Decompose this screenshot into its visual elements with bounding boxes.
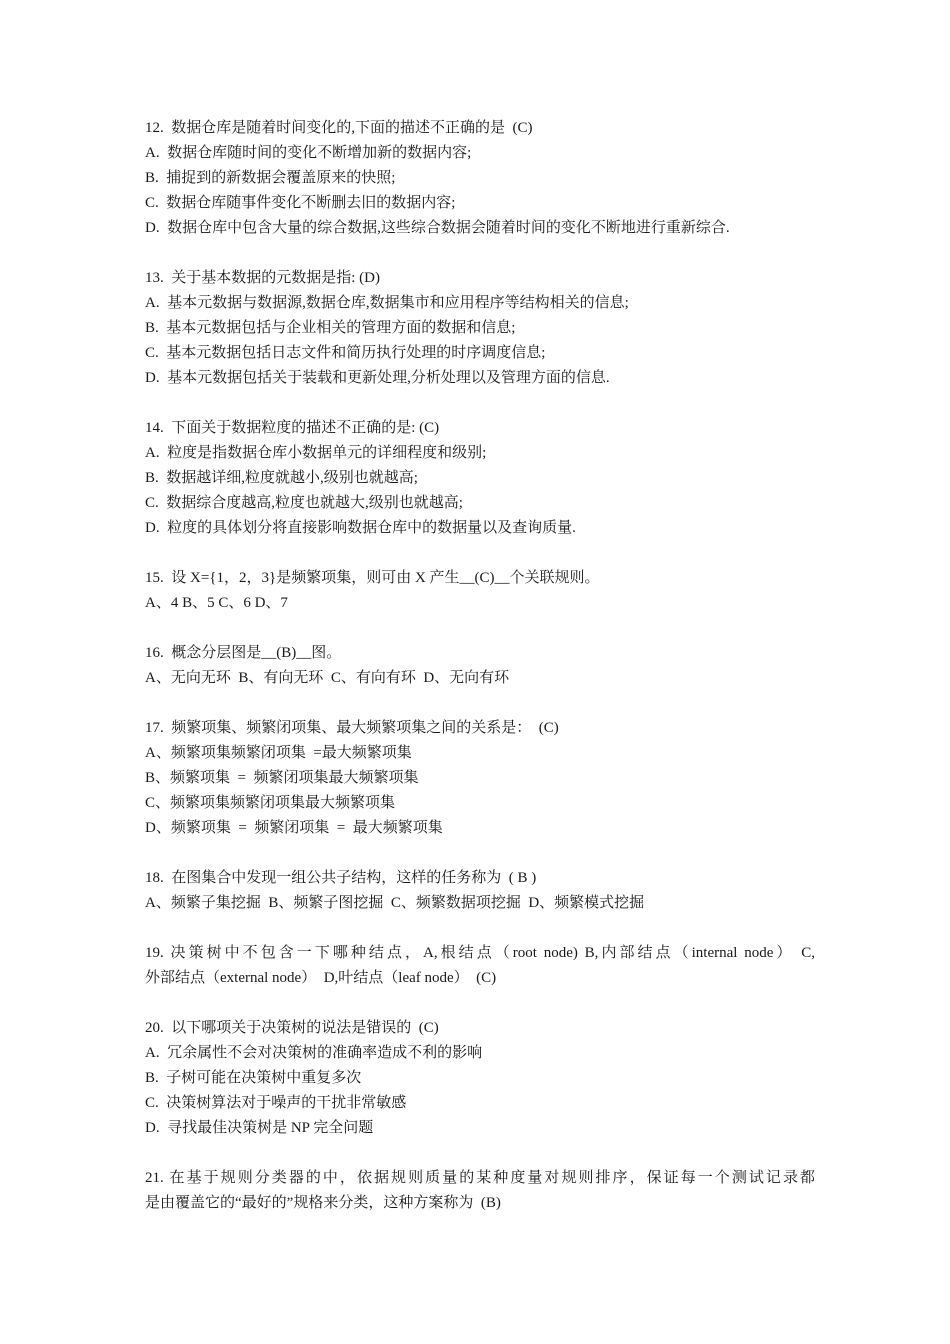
question-19 <box>145 941 815 991</box>
option-c: C. 基本元数据包括日志文件和简历执行处理的时序调度信息; <box>145 345 546 361</box>
question-stem-continued: 是由覆盖它的“最好的”规格来分类，这种方案称为 (B) <box>145 1195 501 1211</box>
option-d: D. 寻找最佳决策树是 NP 完全问题 <box>145 1120 374 1136</box>
option-c: C. 数据综合度越高,粒度也就越大,级别也就越高; <box>145 495 463 511</box>
option-a: A. 数据仓库随时间的变化不断增加新的数据内容; <box>145 145 472 161</box>
option-a: A、频繁项集频繁闭项集 =最大频繁项集 <box>145 745 412 761</box>
option-d: D、频繁项集 = 频繁闭项集 = 最大频繁项集 <box>145 820 443 836</box>
question-13 <box>145 266 815 391</box>
question-14 <box>145 416 815 541</box>
question-12 <box>145 116 815 241</box>
question-20 <box>145 1016 815 1141</box>
option-a: A. 基本元数据与数据源,数据仓库,数据集市和应用程序等结构相关的信息; <box>145 295 629 311</box>
options-line: A、无向无环 B、有向无环 C、有向有环 D、无向有环 <box>145 670 510 686</box>
question-stem: 15. 设 X={1，2，3}是频繁项集，则可由 X 产生__(C)__个关联规则。 <box>145 570 600 586</box>
question-stem: 19. 决策树中不包含一下哪种结点，A,根结点（root node) B,内部结点（internal node） C, <box>145 945 815 961</box>
option-d: D. 数据仓库中包含大量的综合数据,这些综合数据会随着时间的变化不断地进行重新综合. <box>145 220 730 236</box>
question-stem: 13. 关于基本数据的元数据是指: (D) <box>145 270 380 286</box>
options-line: A、频繁子集挖掘 B、频繁子图挖掘 C、频繁数据项挖掘 D、频繁模式挖掘 <box>145 895 645 911</box>
option-b: B. 捕捉到的新数据会覆盖原来的快照; <box>145 170 396 186</box>
option-c: C、频繁项集频繁闭项集最大频繁项集 <box>145 795 396 811</box>
option-b: B. 子树可能在决策树中重复多次 <box>145 1070 362 1086</box>
question-stem: 12. 数据仓库是随着时间变化的,下面的描述不正确的是 (C) <box>145 120 533 136</box>
question-stem: 16. 概念分层图是__(B)__图。 <box>145 645 342 661</box>
question-18 <box>145 866 815 916</box>
question-stem: 20. 以下哪项关于决策树的说法是错误的 (C) <box>145 1020 439 1036</box>
options-line: A、4 B、5 C、6 D、7 <box>145 595 288 611</box>
question-stem: 17. 频繁项集、频繁闭项集、最大频繁项集之间的关系是： (C) <box>145 720 559 736</box>
option-b: B. 基本元数据包括与企业相关的管理方面的数据和信息; <box>145 320 516 336</box>
question-stem: 14. 下面关于数据粒度的描述不正确的是: (C) <box>145 420 440 436</box>
option-b: B. 数据越详细,粒度就越小,级别也就越高; <box>145 470 418 486</box>
question-15 <box>145 566 815 616</box>
option-d: D. 粒度的具体划分将直接影响数据仓库中的数据量以及查询质量. <box>145 520 576 536</box>
option-d: D. 基本元数据包括关于装载和更新处理,分析处理以及管理方面的信息. <box>145 370 610 386</box>
option-c: C. 数据仓库随事件变化不断删去旧的数据内容; <box>145 195 456 211</box>
question-16 <box>145 641 815 691</box>
question-17 <box>145 716 815 841</box>
option-a: A. 粒度是指数据仓库小数据单元的详细程度和级别; <box>145 445 487 461</box>
document-page <box>145 116 815 1216</box>
option-c: C. 决策树算法对于噪声的干扰非常敏感 <box>145 1095 407 1111</box>
option-a: A. 冗余属性不会对决策树的准确率造成不利的影响 <box>145 1045 483 1061</box>
question-stem: 21. 在基于规则分类器的中，依据规则质量的某种度量对规则排序，保证每一个测试记录都 <box>145 1170 815 1186</box>
question-21 <box>145 1166 815 1216</box>
option-b: B、频繁项集 = 频繁闭项集最大频繁项集 <box>145 770 419 786</box>
question-stem: 18. 在图集合中发现一组公共子结构，这样的任务称为 ( B ) <box>145 870 537 886</box>
question-stem-continued: 外部结点（external node） D,叶结点（leaf node） (C) <box>145 970 497 986</box>
